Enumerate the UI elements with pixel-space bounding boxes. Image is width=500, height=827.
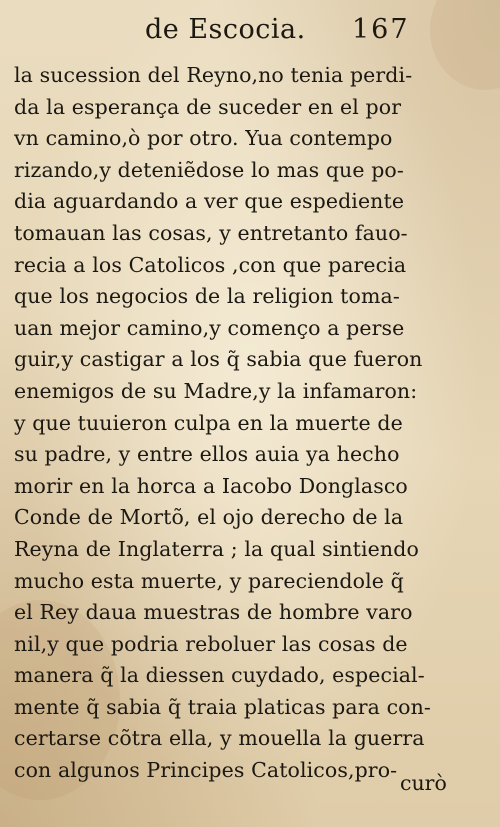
text-line: recia a los Catolicos ,con que parecia xyxy=(14,252,407,277)
text-line: Conde de Mortõ, el ojo derecho de la xyxy=(14,505,404,530)
text-line: rizando,y deteniẽdose lo mas que po- xyxy=(14,157,404,182)
text-line: el Rey daua muestras de hombre varo xyxy=(14,600,413,625)
text-line: su padre, y entre ellos auia ya hecho xyxy=(14,442,400,467)
catchword: curò xyxy=(400,771,447,795)
text-line: que los negocios de la religion toma- xyxy=(14,284,400,309)
text-line: enemigos de su Madre,y la infamaron: xyxy=(14,378,418,403)
body-text xyxy=(14,60,434,787)
paper-stain xyxy=(430,0,500,90)
text-line: mente q̃ sabia q̃ traia platicas para con- xyxy=(14,694,431,719)
text-line: da la esperança de suceder en el por xyxy=(14,94,402,119)
text-line: mucho esta muerte, y pareciendole q̃ xyxy=(14,568,404,593)
text-line: vn camino,ò por otro. Yua contempo xyxy=(14,126,393,151)
page-number: 167 xyxy=(352,14,410,45)
text-line: certarse cõtra ella, y mouella la guerra xyxy=(14,726,425,751)
text-line: uan mejor camino,y començo a perse xyxy=(14,315,405,340)
text-line: y que tuuieron culpa en la muerte de xyxy=(14,410,403,435)
text-line: con algunos Principes Catolicos,pro- xyxy=(14,758,398,783)
text-line: dia aguardando a ver que espediente xyxy=(14,189,405,214)
text-line: guir,y castigar a los q̃ sabia que fueron xyxy=(14,347,423,372)
text-line: manera q̃ la diessen cuydado, especial- xyxy=(14,663,425,688)
text-line: Reyna de Inglaterra ; la qual sintiendo xyxy=(14,536,419,561)
text-line: la sucession del Reyno,no tenia perdi- xyxy=(14,63,413,87)
text-line: tomauan las cosas, y entretanto fauo- xyxy=(14,220,408,245)
text-line: morir en la horca a Iacobo Donglasco xyxy=(14,473,408,498)
running-head: de Escocia. xyxy=(145,14,306,45)
text-line: nil,y que podria reboluer las cosas de xyxy=(14,631,408,656)
